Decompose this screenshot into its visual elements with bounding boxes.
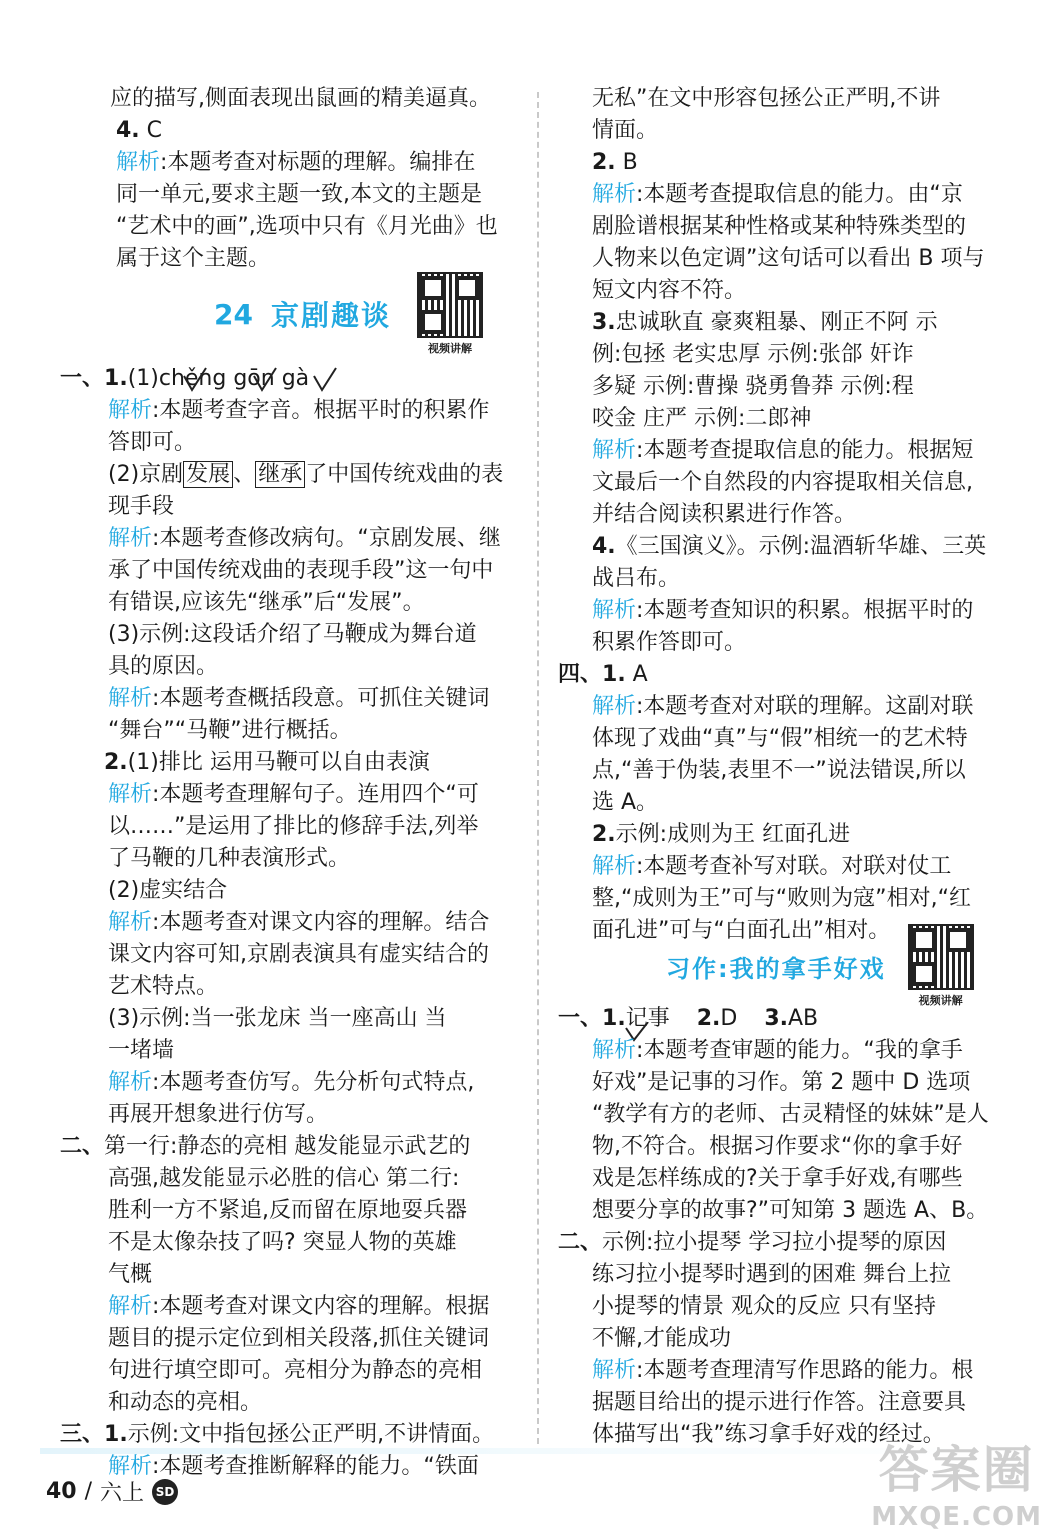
text-line: “教学有方的老师、古灵精怪的妹妹”是人	[592, 1102, 989, 1127]
answer-text: 记事	[625, 1006, 670, 1031]
analysis-tag: 解析	[592, 182, 637, 207]
analysis-tag: 解析	[592, 438, 637, 463]
text-line: 好戏”是记事的习作。第 2 题中 D 选项	[592, 1070, 971, 1095]
text-line: 想要分享的故事?”可知第 3 题选 A、B。	[592, 1198, 989, 1223]
page-footer	[46, 1476, 178, 1507]
watermark	[871, 1430, 1042, 1532]
question-number: 2.	[104, 750, 128, 775]
analysis-text: :本题考查理解句子。连用四个“可	[152, 782, 479, 807]
analysis-text: :本题考查补写对联。对联对仗工	[636, 854, 952, 879]
analysis-line	[592, 692, 973, 722]
question-number: 1.	[104, 366, 128, 391]
analysis-tag: 解析	[108, 1294, 153, 1319]
lesson-number: 24	[214, 297, 253, 331]
answer-line	[592, 820, 850, 850]
answer-line	[116, 116, 162, 146]
answer-text: (1)排比 运用马鞭可以自由表演	[127, 750, 430, 775]
text-line: “艺术中的画”,选项中只有《月光曲》也	[116, 214, 498, 239]
text-line: 艺术特点。	[108, 974, 219, 999]
text-line: 多疑 示例:曹操 骁勇鲁莽 示例:程	[592, 374, 914, 399]
analysis-tag: 解析	[592, 854, 637, 879]
text-line: 并结合阅读积累进行作答。	[592, 502, 857, 527]
question-number: 4.	[592, 534, 616, 559]
answer-text: 第一行:静态的亮相 越发能显示武艺的	[104, 1134, 471, 1159]
text-line: 气概	[108, 1262, 153, 1287]
text-line: “舞台”“马鞭”进行概括。	[108, 718, 352, 743]
analysis-line	[108, 1292, 489, 1322]
text-line: 人物来以色定调”这句话可以看出 B 项与	[592, 246, 985, 271]
question-number: 4.	[116, 118, 140, 143]
sd-logo-icon: SD	[152, 1479, 178, 1505]
text-line: 胜利一方不紧追,反而留在原地耍兵器	[108, 1198, 467, 1223]
text-line: 课文内容可知,京剧表演具有虚实结合的	[108, 942, 489, 967]
qr-label: 视频讲解	[427, 342, 472, 355]
text-line: 再展开想象进行仿写。	[108, 1102, 329, 1127]
text-line: 不是太像杂技了吗? 突显人物的英雄	[108, 1230, 457, 1255]
text-line: 和动态的亮相。	[108, 1390, 263, 1415]
analysis-text: :本题考查推断解释的能力。“铁面	[152, 1454, 479, 1479]
analysis-text: :本题考查概括段意。可抓住关键词	[152, 686, 490, 711]
text-line: 不懈,才能成功	[592, 1326, 731, 1351]
section-number: 四、	[558, 662, 603, 687]
analysis-tag: 解析	[108, 686, 153, 711]
answer-line	[592, 308, 938, 338]
analysis-tag: 解析	[116, 150, 161, 175]
question-line	[558, 1004, 818, 1034]
section-number: 三、	[60, 1422, 105, 1447]
text-line: 应的描写,侧面表现出鼠画的精美逼真。	[110, 86, 491, 111]
qr-code-icon[interactable]	[908, 924, 974, 990]
text-line: 点,“善于伪装,表里不一”说法错误,所以	[592, 758, 966, 783]
watermark-url: MXQE.COM	[871, 1502, 1042, 1532]
answer-line	[592, 532, 986, 562]
footer-separator: /	[84, 1479, 93, 1504]
text-line: 咬金 庄严 示例:二郎神	[592, 406, 812, 431]
question-number: 2.	[696, 1006, 721, 1031]
question-number: 1.	[104, 1422, 128, 1447]
qr-code-icon[interactable]	[417, 272, 483, 338]
text-line: 属于这个主题。	[116, 246, 271, 271]
text-line: 短文内容不符。	[592, 278, 747, 303]
analysis-tag: 解析	[108, 910, 153, 935]
text-line: 剧脸谱根据某种性格或某种特殊类型的	[592, 214, 967, 239]
answer-text: 示例:拉小提琴 学习拉小提琴的原因	[602, 1230, 947, 1255]
text-line: 题目的提示定位到相关段落,抓住关键词	[108, 1326, 489, 1351]
analysis-line	[592, 1356, 973, 1386]
text-line: 句进行填空即可。亮相分为静态的亮相	[108, 1358, 483, 1383]
analysis-tag: 解析	[108, 1070, 153, 1095]
composition-title: 习作:我的拿手好戏	[666, 954, 886, 983]
text-line: 同一单元,要求主题一致,本文的主题是	[116, 182, 482, 207]
analysis-line	[108, 1068, 474, 1098]
watermark-title: 答案圈	[878, 1441, 1035, 1499]
analysis-tag: 解析	[108, 782, 153, 807]
analysis-text: :本题考查对课文内容的理解。结合	[152, 910, 490, 935]
text-line: 整,“成则为王”可与“败则为寇”相对,“红	[592, 886, 971, 911]
answer-text: 了中国传统戏曲的表	[305, 462, 504, 487]
answer-text: 、	[233, 462, 256, 487]
grade-label: 六上	[100, 1481, 145, 1506]
question-line	[108, 460, 503, 490]
answer-text: D	[720, 1006, 738, 1031]
qr-block[interactable]	[417, 272, 483, 356]
section-number: 二、	[60, 1134, 105, 1159]
text-line: 面孔进”可与“白面孔出”相对。	[592, 918, 891, 943]
question-line	[60, 1132, 470, 1162]
answer-line	[592, 148, 638, 178]
text-line: 例:包拯 老实忠厚 示例:张郃 奸诈	[592, 342, 914, 367]
answer-text: 忠诚耿直 豪爽粗暴、刚正不阿 示	[615, 310, 938, 335]
text-line: 现手段	[108, 494, 175, 519]
section-number: 二、	[558, 1230, 603, 1255]
question-line	[558, 1228, 946, 1258]
answer-text: A	[625, 662, 648, 687]
text-line: 无私”在文中形容包拯公正严明,不讲	[592, 86, 941, 111]
analysis-line	[592, 180, 963, 210]
text-line: 物,不符合。根据习作要求“你的拿手好	[592, 1134, 963, 1159]
analysis-tag: 解析	[108, 526, 153, 551]
answer-text: AB	[788, 1006, 819, 1031]
text-line: 了马鞭的几种表演形式。	[108, 846, 351, 871]
column-divider	[537, 92, 539, 1444]
text-line: 情面。	[592, 118, 659, 143]
text-line: 一堵墙	[108, 1038, 175, 1063]
analysis-line	[108, 684, 489, 714]
section-number: 一、	[558, 1006, 603, 1031]
analysis-tag: 解析	[592, 598, 637, 623]
text-line: (3)示例:这段话介绍了马鞭成为舞台道	[108, 622, 477, 647]
text-line: 据题目给出的提示进行作答。注意要具	[592, 1390, 967, 1415]
answer-text: 示例:文中指包拯公正严明,不讲情面。	[127, 1422, 495, 1447]
analysis-tag: 解析	[592, 694, 637, 719]
analysis-line	[592, 1036, 963, 1066]
analysis-tag: 解析	[108, 398, 153, 423]
boxed-word: 继承	[255, 461, 305, 488]
analysis-text: :本题考查对标题的理解。编排在	[160, 150, 476, 175]
text-line: 练习拉小提琴时遇到的困难 舞台上拉	[592, 1262, 951, 1287]
analysis-text: :本题考查理清写作思路的能力。根	[636, 1358, 974, 1383]
lesson-title: 京剧趣谈	[270, 299, 391, 332]
text-line: 有错误,应该先“继承”后“发展”。	[108, 590, 425, 615]
composition-header	[666, 924, 974, 1008]
analysis-line	[592, 596, 973, 626]
text-line: 文最后一个自然段的内容提取相关信息,	[592, 470, 973, 495]
answer-text: 示例:成则为王 红面孔进	[615, 822, 851, 847]
text-line: 选 A。	[592, 790, 659, 815]
analysis-text: :本题考查仿写。先分析句式特点,	[152, 1070, 475, 1095]
qr-block[interactable]	[908, 924, 974, 1008]
lesson-header	[214, 272, 483, 356]
analysis-text: :本题考查修改病句。“京剧发展、继	[152, 526, 501, 551]
footer-rule	[40, 1448, 960, 1454]
analysis-line	[592, 852, 951, 882]
analysis-tag: 解析	[592, 1038, 637, 1063]
text-line: 体描写出“我”练习拿手好戏的经过。	[592, 1422, 945, 1447]
question-number: 2.	[592, 150, 616, 175]
analysis-text: :本题考查提取信息的能力。根据短	[636, 438, 974, 463]
text-line: 战吕布。	[592, 566, 681, 591]
qr-label: 视频讲解	[918, 994, 963, 1007]
analysis-line	[108, 396, 489, 426]
analysis-tag: 解析	[108, 1454, 153, 1479]
page-number: 40	[46, 1479, 77, 1504]
question-number: 2.	[592, 822, 616, 847]
text-line: 具的原因。	[108, 654, 219, 679]
analysis-text: :本题考查审题的能力。“我的拿手	[636, 1038, 963, 1063]
answer-text: (2)京剧	[108, 462, 184, 487]
analysis-text: :本题考查提取信息的能力。由“京	[636, 182, 963, 207]
boxed-word: 发展	[183, 461, 233, 488]
text-line: 答即可。	[108, 430, 197, 455]
text-line: 以……”是运用了排比的修辞手法,列举	[108, 814, 479, 839]
question-number: 1.	[602, 1006, 626, 1031]
check-marks	[180, 364, 360, 394]
analysis-line	[108, 524, 501, 554]
analysis-line	[108, 908, 489, 938]
analysis-text: :本题考查对对联的理解。这副对联	[636, 694, 974, 719]
question-number: 1.	[602, 662, 626, 687]
section-number: 一、	[60, 366, 105, 391]
answer-text: C	[139, 118, 163, 143]
text-line: 戏是怎样练成的?关于拿手好戏,有哪些	[592, 1166, 963, 1191]
analysis-text: :本题考查对课文内容的理解。根据	[152, 1294, 490, 1319]
text-line: (3)示例:当一张龙床 当一座高山 当	[108, 1006, 447, 1031]
question-number: 3.	[764, 1006, 788, 1031]
text-line: (2)虚实结合	[108, 878, 228, 903]
answer-text: 《三国演义》。示例:温酒斩华雄、三英	[615, 534, 987, 559]
text-line: 体现了戏曲“真”与“假”相统一的艺术特	[592, 726, 968, 751]
analysis-text: :本题考查知识的积累。根据平时的	[636, 598, 974, 623]
question-line	[104, 748, 430, 778]
analysis-text: :本题考查字音。根据平时的积累作	[152, 398, 490, 423]
text-line: 高强,越发能显示必胜的信心 第二行:	[108, 1166, 460, 1191]
analysis-tag: 解析	[592, 1358, 637, 1383]
analysis-line	[116, 148, 475, 178]
text-line: 积累作答即可。	[592, 630, 747, 655]
text-line: 承了中国传统戏曲的表现手段”这一句中	[108, 558, 494, 583]
answer-text: B	[615, 150, 638, 175]
analysis-line	[592, 436, 973, 466]
pinyin-answer: (1)chěng gōn gà	[127, 366, 310, 391]
text-line: 小提琴的情景 观众的反应 只有坚持	[592, 1294, 936, 1319]
analysis-line	[108, 780, 479, 810]
question-number: 3.	[592, 310, 616, 335]
question-line	[558, 660, 648, 690]
question-line	[60, 1420, 494, 1450]
